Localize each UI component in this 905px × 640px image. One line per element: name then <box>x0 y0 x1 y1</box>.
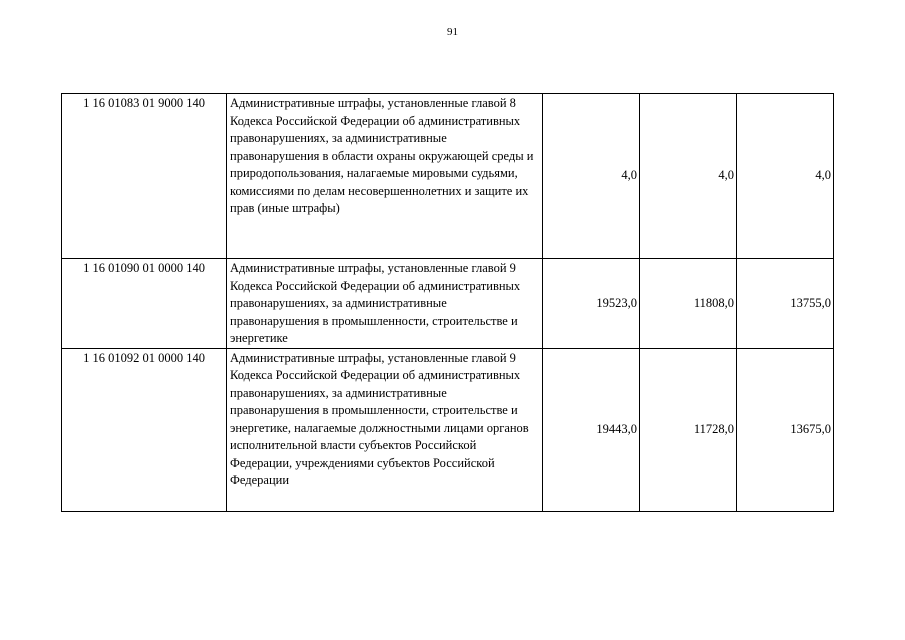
table-row <box>62 94 834 259</box>
value-cell-year-1: 19523,0 <box>543 259 640 349</box>
table-row <box>62 348 834 511</box>
description-cell: Административные штрафы, установленные главой 9 Кодекса Российской Федерации об административных правонарушениях, за административные правонарушения в промышленности, строительстве и энергетике, налагаемые должностными лицами органов исполнительной власти субъектов Российской Федерации, учреждениями субъектов Российской Федерации <box>227 348 543 511</box>
value-cell-year-2: 4,0 <box>640 94 737 259</box>
page-number: 91 <box>447 26 458 38</box>
table-row <box>62 259 834 349</box>
value-cell-year-2: 11808,0 <box>640 259 737 349</box>
value-cell-year-1: 4,0 <box>543 94 640 259</box>
value-cell-year-3: 4,0 <box>737 94 834 259</box>
value-cell-year-1: 19443,0 <box>543 348 640 511</box>
description-cell: Административные штрафы, установленные главой 8 Кодекса Российской Федерации об административных правонарушениях, за административные правонарушения в области охраны окружающей среды и природопользования, налагаемые мировыми судьями, комиссиями по делам несовершеннолетних и защите их прав (иные штрафы) <box>227 94 543 259</box>
budget-code-cell: 1 16 01090 01 0000 140 <box>62 259 227 349</box>
budget-table <box>61 93 834 512</box>
value-cell-year-3: 13755,0 <box>737 259 834 349</box>
budget-code-cell: 1 16 01083 01 9000 140 <box>62 94 227 259</box>
description-cell: Административные штрафы, установленные главой 9 Кодекса Российской Федерации об административных правонарушениях, за административные правонарушения в промышленности, строительстве и энергетике <box>227 259 543 349</box>
budget-code-cell: 1 16 01092 01 0000 140 <box>62 348 227 511</box>
value-cell-year-3: 13675,0 <box>737 348 834 511</box>
value-cell-year-2: 11728,0 <box>640 348 737 511</box>
